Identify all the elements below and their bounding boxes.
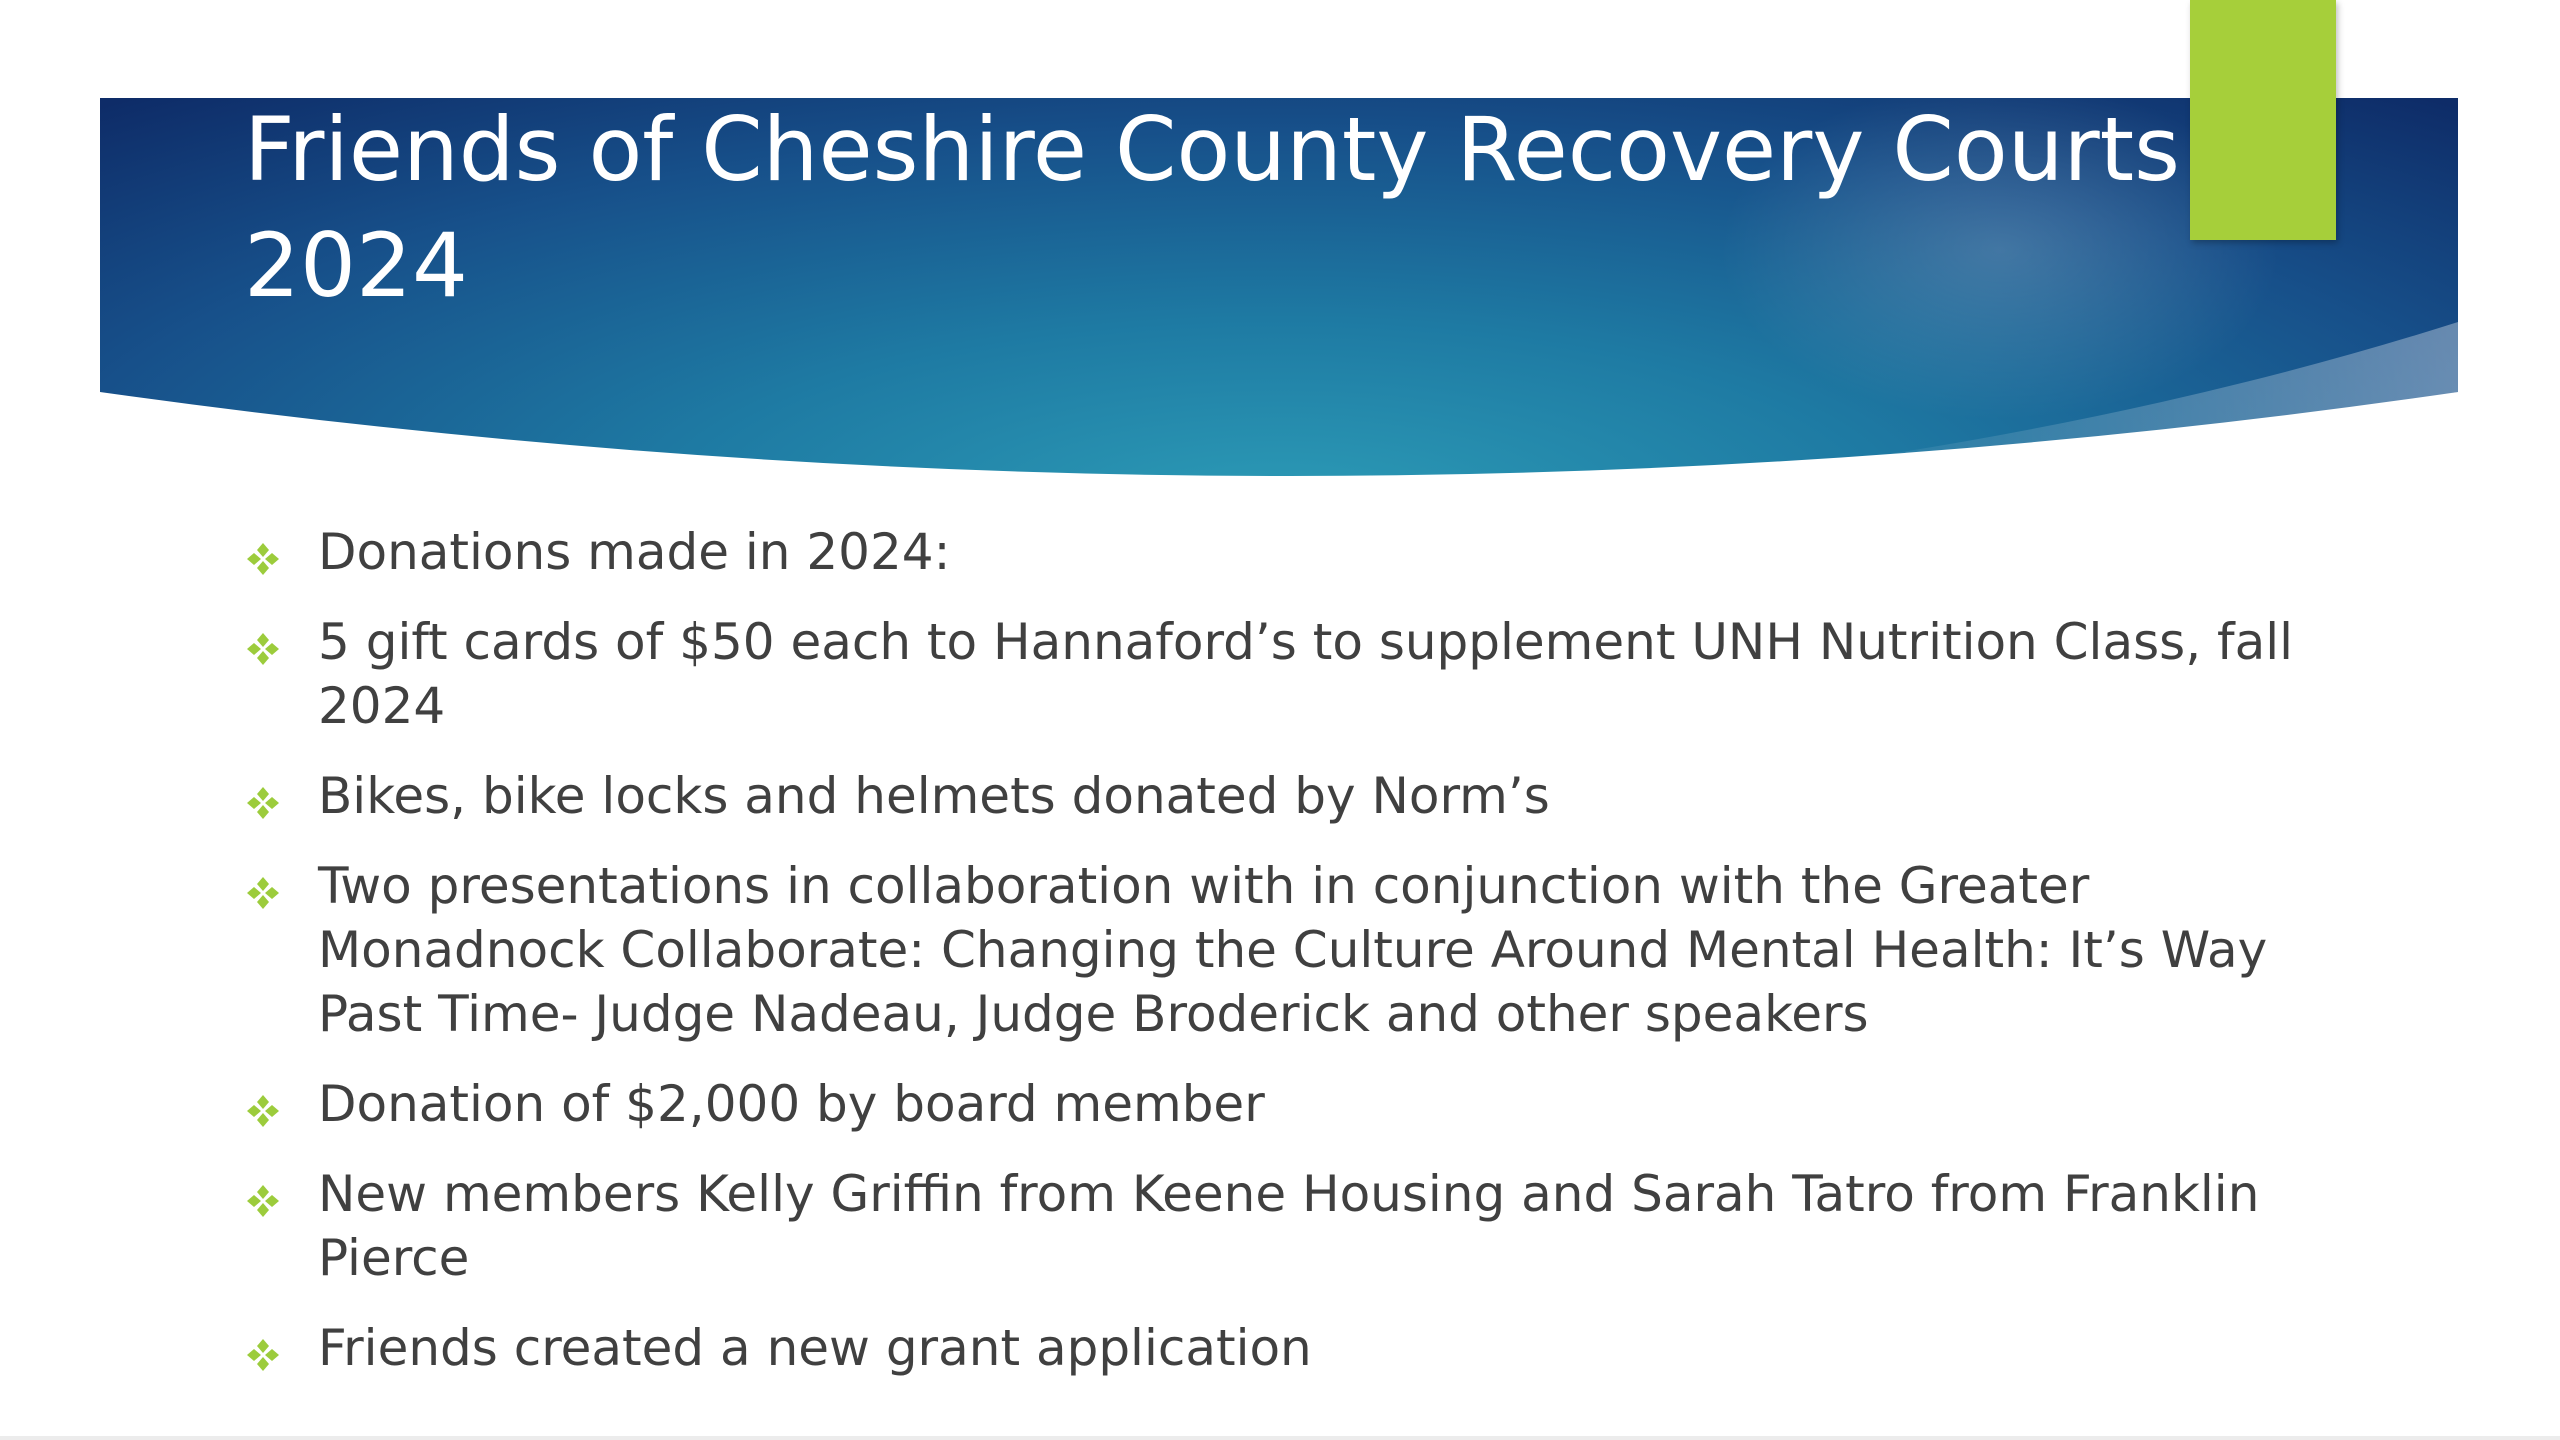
- four-diamond-bullet-icon: [246, 1184, 280, 1218]
- slide-title-line-2: 2024: [244, 214, 468, 317]
- bullet-text: Two presentations in collaboration with in conjunction with the Greater Monadnock Collaborate: Changing the Culture Around Mental Health: It’s Way Past Time- Judge Nadeau, Judge Broderick and other speakers: [318, 857, 2268, 1043]
- four-diamond-bullet-icon: [246, 876, 280, 910]
- slide-title-line-1: Friends of Cheshire County Recovery Courts: [244, 98, 2180, 201]
- slide-bottom-edge: [0, 1436, 2560, 1440]
- four-diamond-bullet-icon: [246, 786, 280, 820]
- bullet-item-board-donation: [240, 1072, 2370, 1136]
- bullet-item-gift-cards: [240, 610, 2370, 738]
- bullet-text: Donation of $2,000 by board member: [318, 1075, 1265, 1133]
- bullet-text: 5 gift cards of $50 each to Hannaford’s to supplement UNH Nutrition Class, fall 2024: [318, 613, 2293, 735]
- bullet-text: New members Kelly Griffin from Keene Housing and Sarah Tatro from Franklin Pierce: [318, 1165, 2260, 1287]
- bullet-item-new-members: [240, 1162, 2370, 1290]
- four-diamond-bullet-icon: [246, 1094, 280, 1128]
- bullet-text: Donations made in 2024:: [318, 523, 951, 581]
- bullet-text: Bikes, bike locks and helmets donated by Norm’s: [318, 767, 1550, 825]
- bullet-list: [240, 520, 2370, 1406]
- bullet-item-presentations: [240, 854, 2370, 1046]
- bullet-item-bikes: [240, 764, 2370, 828]
- four-diamond-bullet-icon: [246, 1338, 280, 1372]
- four-diamond-bullet-icon: [246, 542, 280, 576]
- bullet-item-donations-made: [240, 520, 2370, 584]
- bullet-item-grant-application: [240, 1316, 2370, 1380]
- bullet-text: Friends created a new grant application: [318, 1319, 1312, 1377]
- slide-title: [244, 92, 2344, 324]
- four-diamond-bullet-icon: [246, 632, 280, 666]
